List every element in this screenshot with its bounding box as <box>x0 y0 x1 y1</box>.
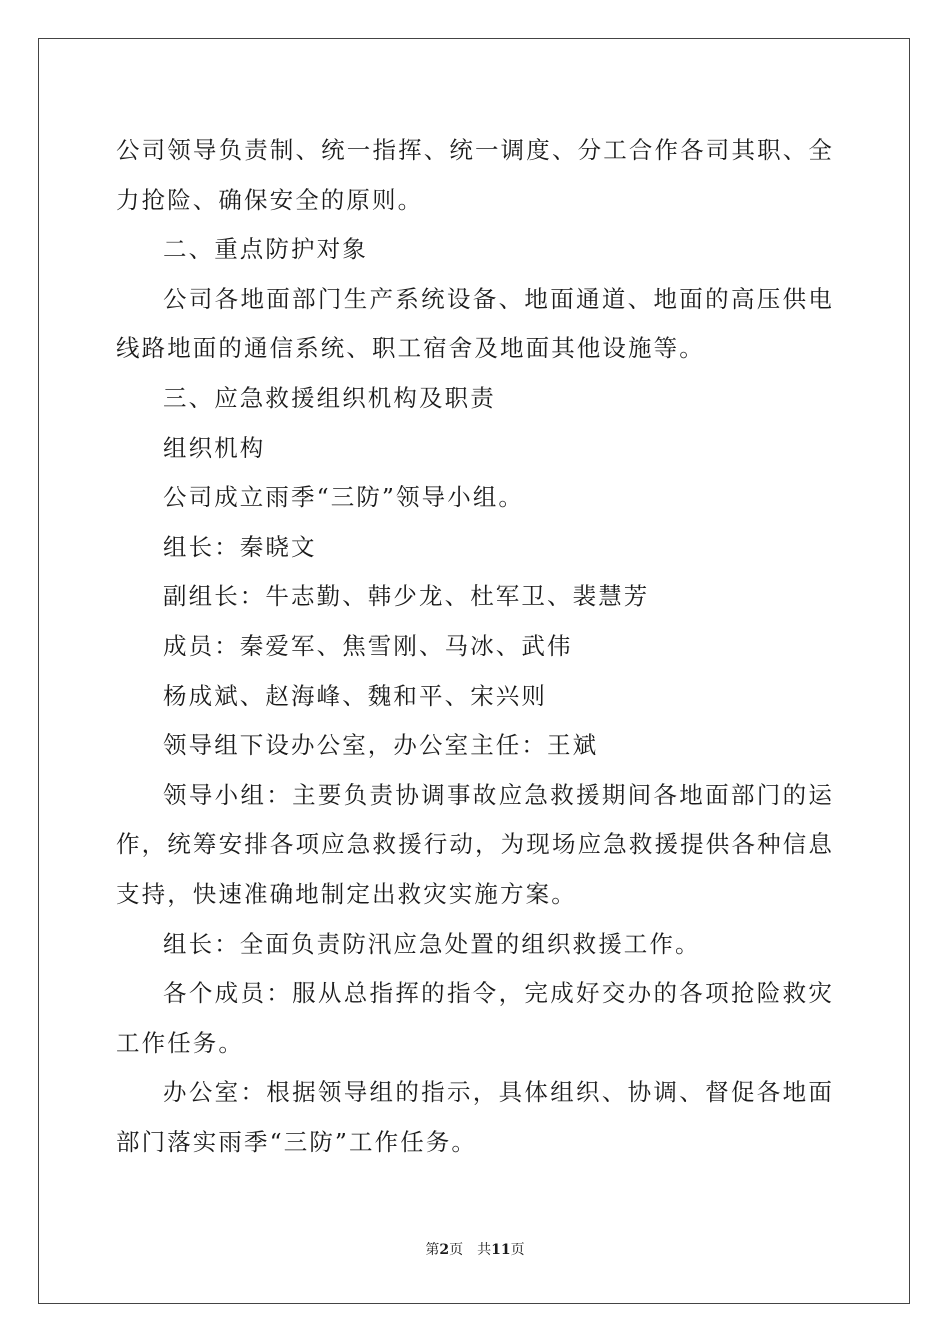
document-body <box>116 126 834 1167</box>
page-footer <box>0 1239 950 1259</box>
paragraph-3: 公司各地面部门生产系统设备、地面通道、地面的高压供电线路地面的通信系统、职工宿舍及地面其他设施等。 <box>116 284 834 363</box>
paragraph-leader-duty: 组长：全面负责防汛应急处置的组织救援工作。 <box>163 929 701 958</box>
page-suffix: 页 <box>449 1242 464 1258</box>
paragraph-office-duty: 办公室：根据领导组的指示，具体组织、协调、督促各地面部门落实雨季“三防”工作任务。 <box>116 1078 834 1156</box>
members-line-2: 杨成斌、赵海峰、魏和平、宋兴则 <box>163 681 547 710</box>
paragraph-members-duty: 各个成员：服从总指挥的指令，完成好交办的各项抢险救灾工作任务。 <box>116 979 834 1057</box>
deputy-leader-line: 副组长：牛志勤、韩少龙、杜军卫、裴慧芳 <box>163 582 650 611</box>
paragraph-1: 公司领导负责制、统一指挥、统一调度、分工合作各司其职、全力抢险、确保安全的原则。 <box>116 136 834 214</box>
paragraph-6: 公司成立雨季“三防”领导小组。 <box>163 483 525 512</box>
section-heading-3: 三、应急救援组织机构及职责 <box>163 383 496 412</box>
total-suffix: 页 <box>510 1242 525 1258</box>
paragraph-leading-group: 领导小组：主要负责协调事故应急救援期间各地面部门的运作，统筹安排各项应急救援行动，为现场应急救援提供各种信息支持，快速准确地制定出救灾实施方案。 <box>116 780 834 908</box>
total-pages: 11 <box>491 1242 511 1258</box>
section-heading-2: 二、重点防护对象 <box>163 235 368 264</box>
page-prefix: 第 <box>425 1242 440 1258</box>
members-line-1: 成员：秦爱军、焦雪刚、马冰、武伟 <box>163 631 573 660</box>
office-director-line: 领导组下设办公室，办公室主任：王斌 <box>163 731 599 760</box>
total-prefix: 共 <box>477 1242 492 1258</box>
leader-line: 组长：秦晓文 <box>163 532 317 561</box>
page-number: 2 <box>439 1242 450 1258</box>
subheading-organization: 组织机构 <box>163 433 266 462</box>
